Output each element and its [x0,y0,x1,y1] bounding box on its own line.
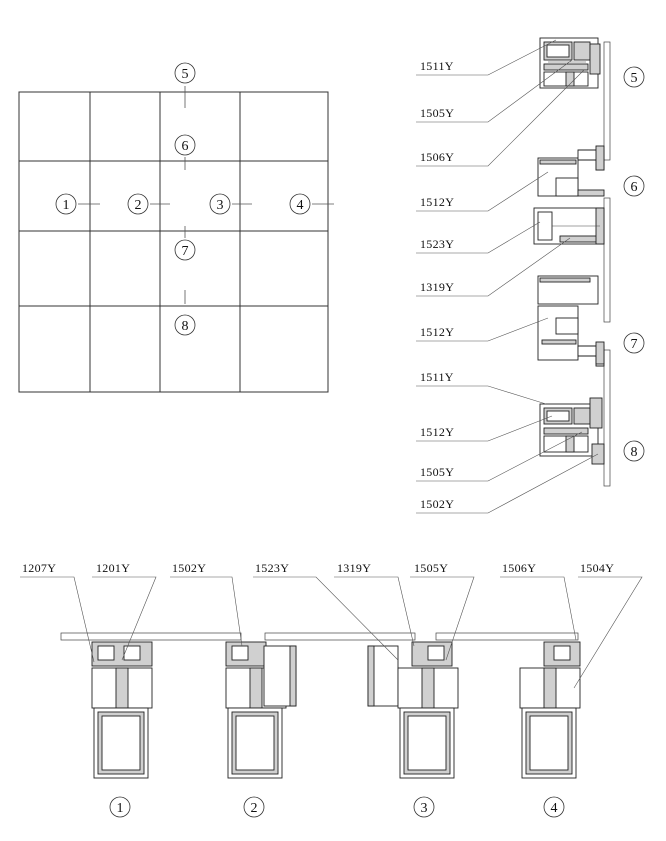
elevation-outline [19,92,328,392]
transom-profile-upper [538,146,604,196]
elevation-marker-5 [175,63,195,83]
bottom-frame-profile [540,398,604,464]
section-marker-1 [110,797,130,817]
svg-text:3: 3 [420,801,428,816]
section-marker-3 [414,797,434,817]
profile-label-1502Y: 1502Y [420,497,455,511]
profile-label-1523Y: 1523Y [420,237,455,251]
glass-pane [604,350,610,486]
elevation-marker-8 [175,315,195,335]
section-marker-6 [624,176,644,196]
elevation-marker-7 [175,240,195,260]
elevation-marker-4 [290,194,310,214]
profile-label-1511Y: 1511Y [420,370,454,384]
profile-label-1511Y: 1511Y [420,59,454,73]
svg-text:3: 3 [216,198,224,213]
svg-text:6: 6 [630,180,638,195]
horizontal-section-view [20,561,642,817]
section-marker-5 [624,67,644,87]
section-marker-7 [624,333,644,353]
svg-text:7: 7 [630,337,638,352]
elevation-marker-6 [175,135,195,155]
section-marker-8 [624,441,644,461]
profile-label-1506Y: 1506Y [420,150,455,164]
section-marker-2 [244,797,264,817]
profile-label-1523Y: 1523Y [255,561,290,575]
vertical-section-view [416,38,644,513]
svg-text:4: 4 [550,801,558,816]
mullion-section-2 [226,642,296,778]
svg-text:7: 7 [181,244,189,259]
profile-label-1505Y: 1505Y [420,106,455,120]
transom-profile-lower [538,276,604,366]
profile-label-1319Y: 1319Y [337,561,372,575]
glass-pane [436,633,578,640]
section-marker-4 [544,797,564,817]
profile-label-1505Y: 1505Y [420,465,455,479]
svg-text:5: 5 [630,71,638,86]
elevation-view [19,63,334,392]
profile-label-1504Y: 1504Y [580,561,615,575]
mullion-section-3 [368,642,458,778]
svg-text:2: 2 [134,198,142,213]
svg-text:4: 4 [296,198,304,213]
mullion-section-4 [520,642,580,778]
profile-label-1502Y: 1502Y [172,561,207,575]
glass-pane [604,42,610,160]
elevation-marker-3 [210,194,230,214]
profile-label-1505Y: 1505Y [414,561,449,575]
top-frame-profile [540,38,600,88]
svg-text:5: 5 [181,67,189,82]
glass-pane [604,198,610,322]
profile-label-1512Y: 1512Y [420,195,455,209]
elevation-marker-2 [128,194,148,214]
profile-label-1512Y: 1512Y [420,325,455,339]
elevation-marker-1 [56,194,76,214]
profile-label-1506Y: 1506Y [502,561,537,575]
svg-text:1: 1 [62,198,70,213]
svg-text:8: 8 [181,319,189,334]
profile-label-1207Y: 1207Y [22,561,57,575]
profile-label-1319Y: 1319Y [420,280,455,294]
svg-text:8: 8 [630,445,638,460]
glass-pane [265,633,415,640]
profile-label-1512Y: 1512Y [420,425,455,439]
svg-text:2: 2 [250,801,258,816]
svg-text:6: 6 [181,139,189,154]
svg-text:1: 1 [116,801,124,816]
profile-label-1201Y: 1201Y [96,561,131,575]
mullion-section-1 [92,642,152,778]
